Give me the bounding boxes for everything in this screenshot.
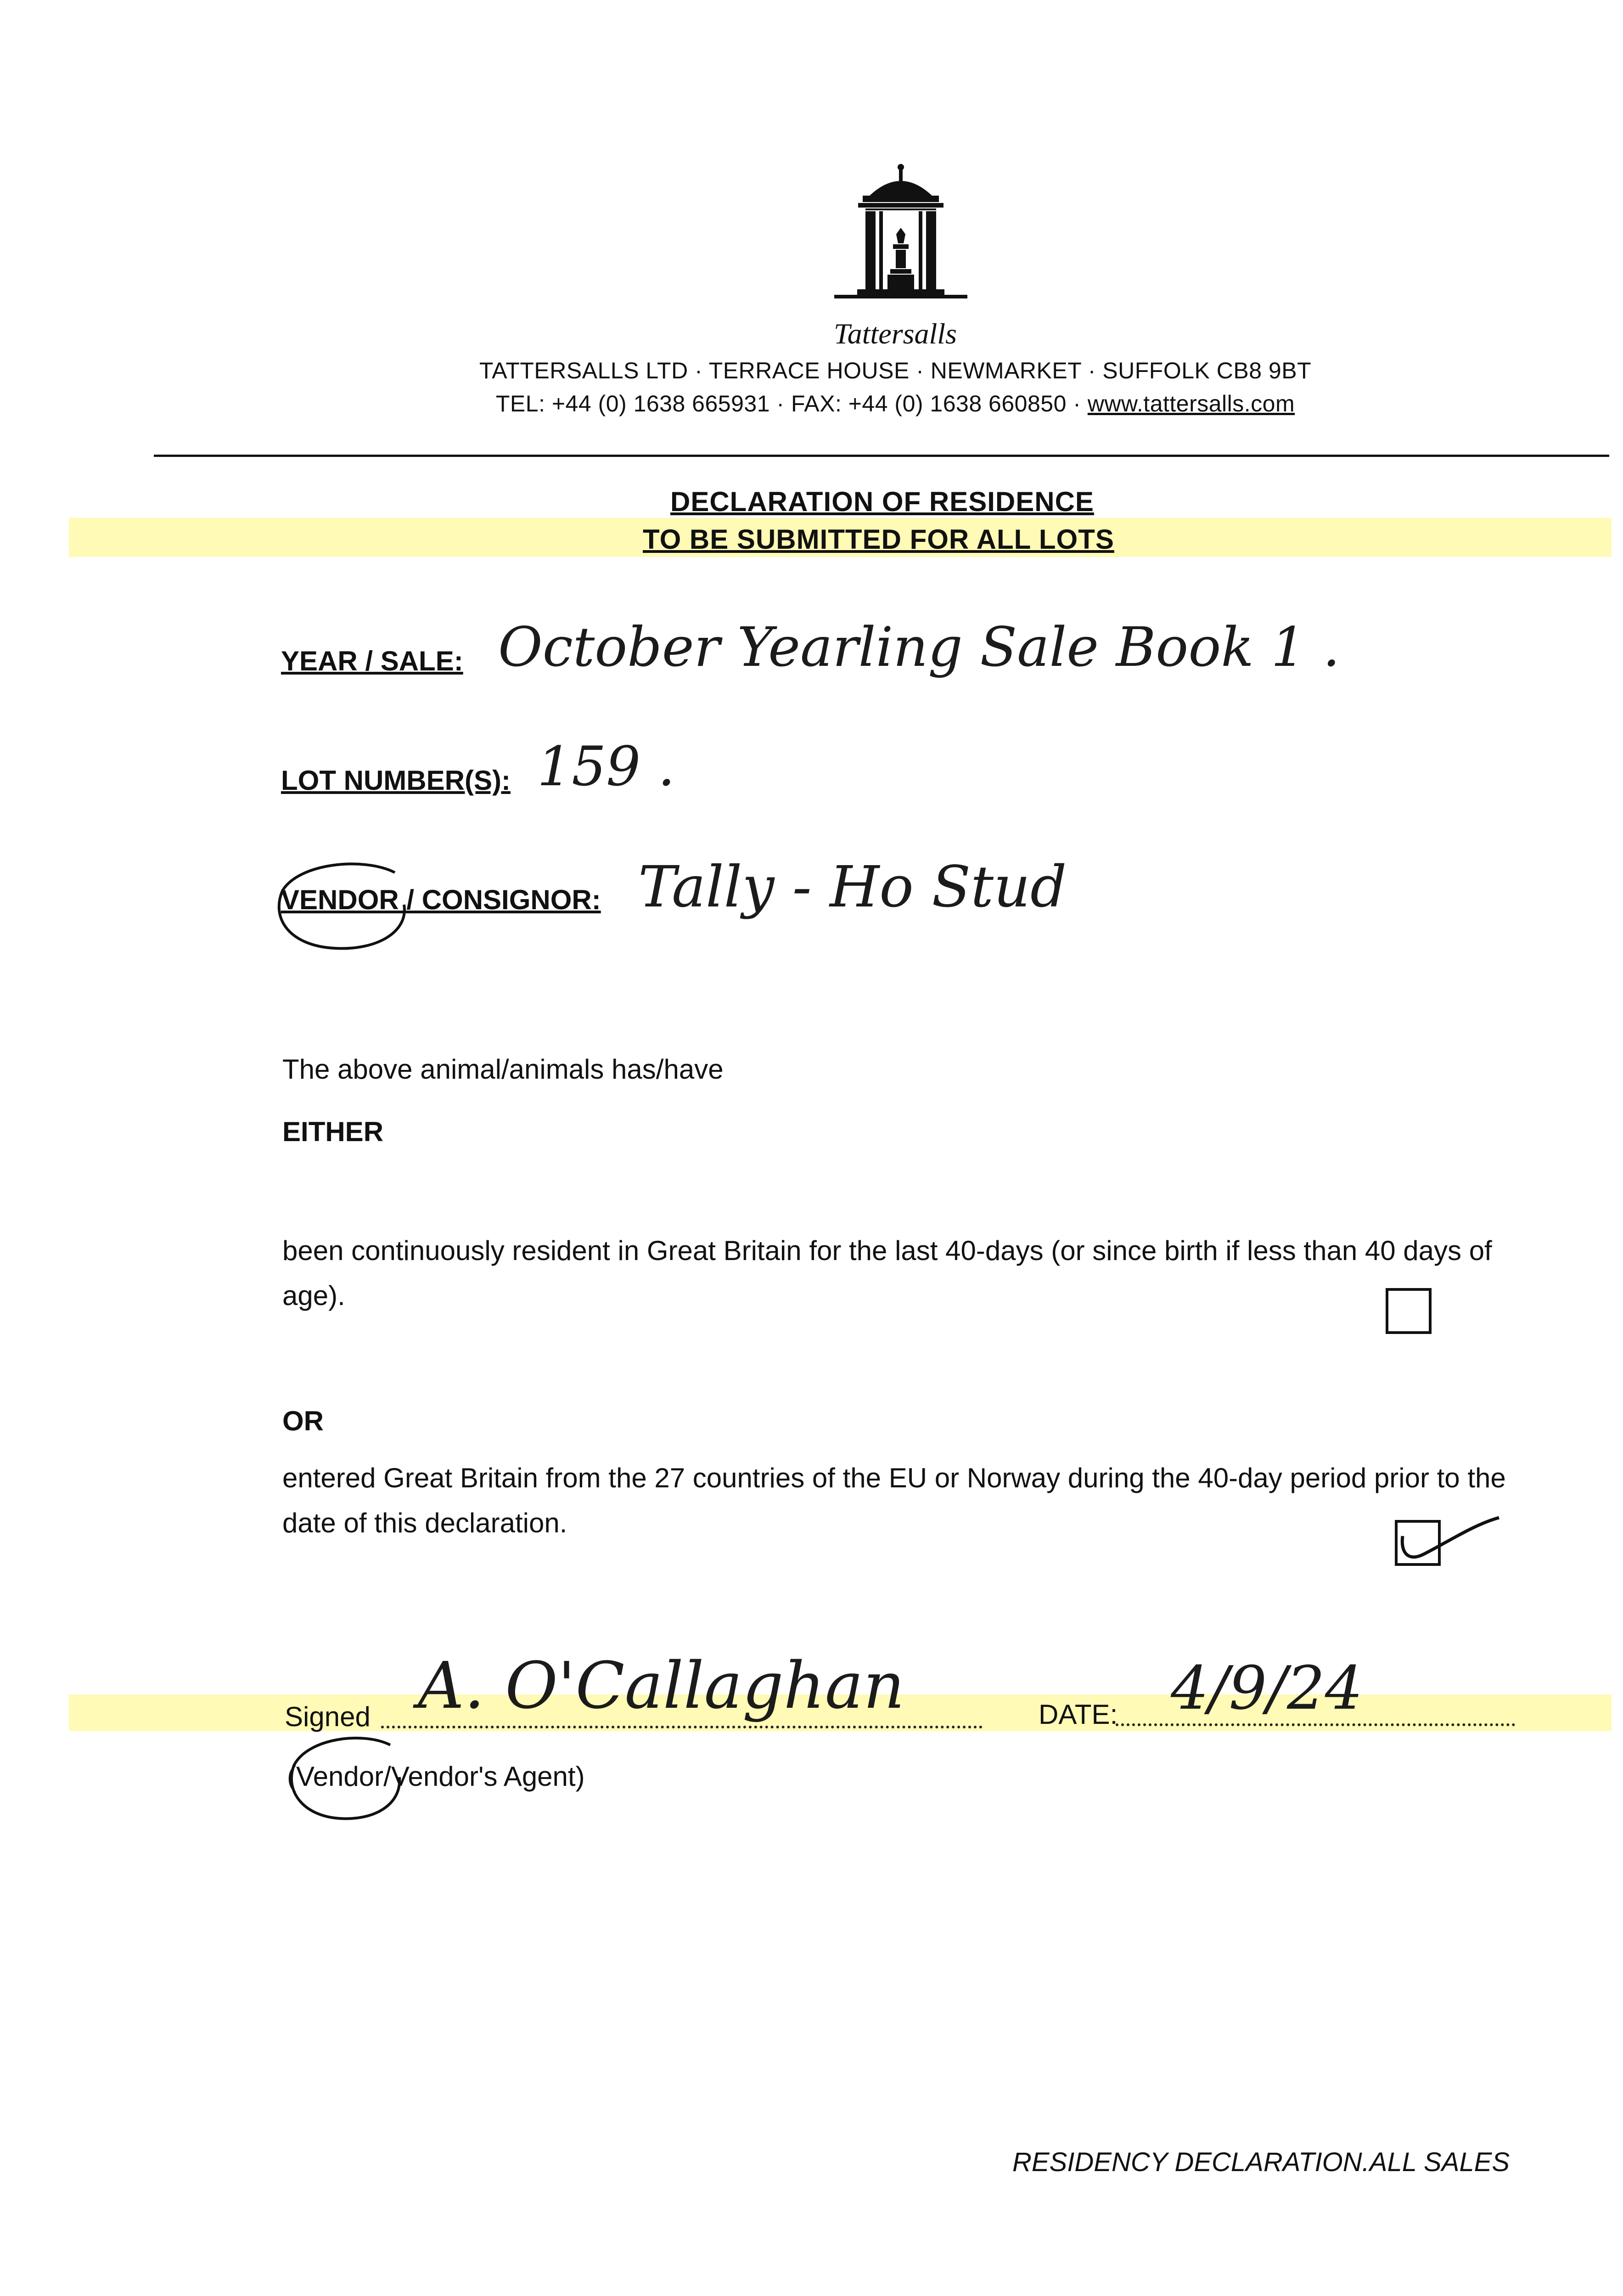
signature-dotted-line <box>381 1726 983 1728</box>
form-title: DECLARATION OF RESIDENCE <box>670 486 1094 517</box>
date-value[interactable]: 4/9/24 <box>1171 1653 1363 1723</box>
tattersalls-logo <box>825 161 977 317</box>
form-subtitle: TO BE SUBMITTED FOR ALL LOTS <box>643 524 1114 555</box>
or-label: OR <box>282 1406 324 1436</box>
signatory-role: (Vendor/Vendor's Agent) <box>287 1761 585 1792</box>
vendor-consignor-label: VENDOR / CONSIGNOR: <box>281 884 601 915</box>
contact-text: TEL: +44 (0) 1638 665931 · FAX: +44 (0) 1638 660850 · <box>495 391 1088 416</box>
year-sale-label: YEAR / SALE: <box>281 646 463 676</box>
option2-text: entered Great Britain from the 27 countries of the EU or Norway during the 40-day period prior to the date of this declaration. <box>282 1463 1506 1538</box>
lot-number-value[interactable]: 159 . <box>537 735 675 798</box>
year-sale-value[interactable]: October Yearling Sale Book 1 . <box>498 615 1340 679</box>
footer-reference: RESIDENCY DECLARATION.ALL SALES <box>1012 2147 1510 2177</box>
header-rule <box>154 455 1609 457</box>
date-dotted-line <box>1116 1723 1515 1726</box>
signature-value[interactable]: A. O'Callaghan <box>418 1649 905 1723</box>
option1-text: been continuously resident in Great Britain for the last 40-days (or since birth if less than 40 days of age). <box>282 1235 1492 1311</box>
intro-text: The above animal/animals has/have <box>282 1054 724 1085</box>
either-label: EITHER <box>282 1116 384 1147</box>
brand-name: Tattersalls <box>834 317 957 350</box>
date-label: DATE: <box>1039 1699 1118 1730</box>
option2-checkmark-icon <box>1396 1511 1501 1570</box>
address-line: TATTERSALLS LTD · TERRACE HOUSE · NEWMARKET · SUFFOLK CB8 9BT <box>479 358 1312 383</box>
contact-line <box>0 390 1623 417</box>
lot-number-label: LOT NUMBER(S): <box>281 765 511 796</box>
signed-label: Signed <box>285 1701 371 1732</box>
website-link[interactable]: www.tattersalls.com <box>1087 391 1295 416</box>
option1-checkbox[interactable] <box>1386 1288 1432 1334</box>
vendor-consignor-value[interactable]: Tally - Ho Stud <box>638 854 1067 920</box>
